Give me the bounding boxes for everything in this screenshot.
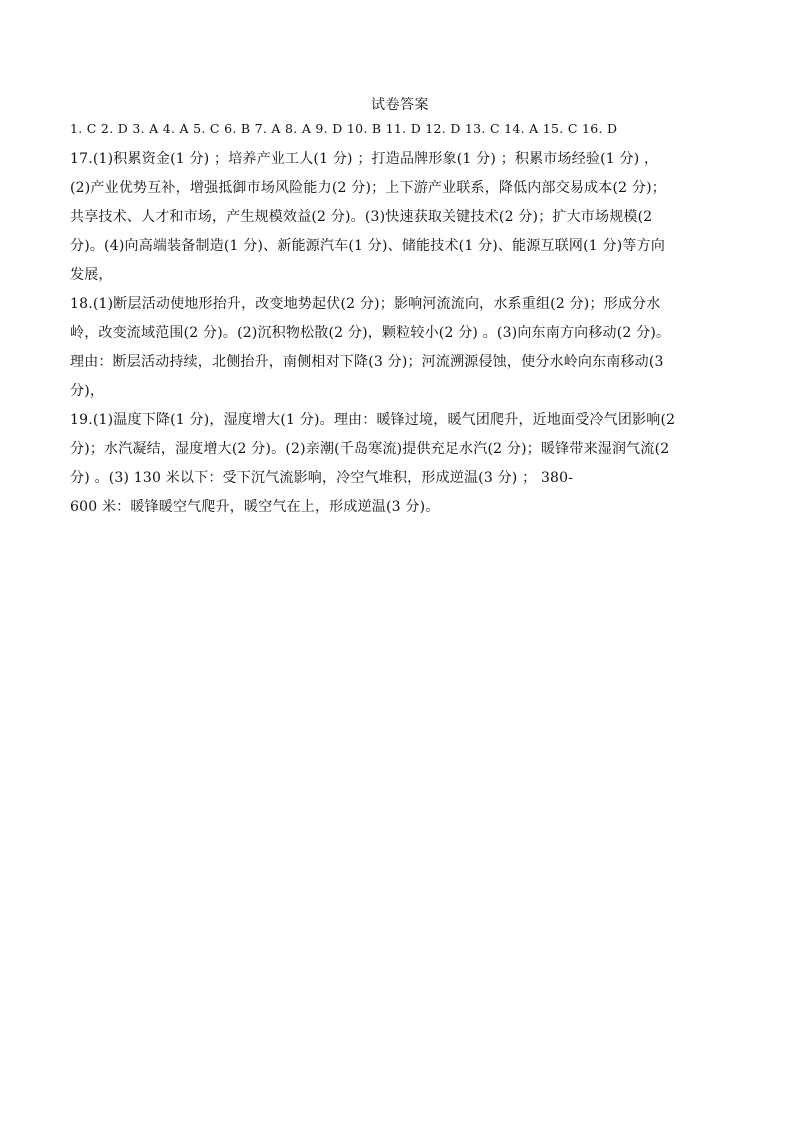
page-title: 试卷答案 [371, 97, 429, 113]
choice-answers-line: 1. C 2. D 3. A 4. A 5. C 6. B 7. A 8. A 9. D 10. B 11. D 12. D 13. C 14. A 15. C 16. D [70, 121, 618, 136]
answer-19-block [70, 406, 730, 522]
answer-19-line: 19.(1)温度下降(1 分)，湿度增大(1 分)。理由：暖锋过境，暖气团爬升，近地面受冷气团影响(2 [70, 412, 676, 428]
answer-18-block [70, 290, 730, 406]
answer-17-line: (2)产业优势互补，增强抵御市场风险能力(2 分)；上下游产业联系，降低内部交易成本(2 分)； [70, 180, 666, 196]
answer-18-line: 18.(1)断层活动使地形抬升，改变地势起伏(2 分)；影响河流流向，水系重组(2 分)；形成分水 [70, 296, 661, 312]
answer-17-line: 发展， [70, 267, 113, 283]
answer-17-line: 共享技术、人才和市场，产生规模效益(2 分)。(3)快速获取关键技术(2 分)；扩大市场规模(2 [70, 209, 653, 225]
answer-19-line: 分)；水汽凝结，湿度增大(2 分)。(2)亲潮(千岛寒流)提供充足水汽(2 分)；暖锋带来湿润气流(2 [70, 441, 670, 457]
answer-17-block [70, 145, 730, 290]
answer-sheet-page [70, 94, 730, 522]
answer-17-line: 分)。(4)向高端装备制造(1 分)、新能源汽车(1 分)、储能技术(1 分)、能源互联网(1 分)等方向 [70, 238, 666, 254]
answer-18-line: 分)， [70, 383, 105, 399]
answer-17-line: 17.(1)积累资金(1 分) ；培养产业工人(1 分) ；打造品牌形象(1 分) ；积累市场经验(1 分) ， [70, 151, 659, 167]
answer-18-line: 岭，改变流域范围(2 分)。(2)沉积物松散(2 分)，颗粒较小(2 分) 。(3)向东南方向移动(2 分)。 [70, 325, 671, 341]
answer-19-line: 分) 。(3) 130 米以下：受下沉气流影响，冷空气堆积，形成逆温(3 分) ； 380- [70, 470, 574, 486]
answer-18-line: 理由：断层活动持续，北侧抬升，南侧相对下降(3 分)；河流溯源侵蚀，使分水岭向东南移动(3 [70, 354, 664, 370]
answer-19-line: 600 米：暖锋暖空气爬升，暖空气在上，形成逆温(3 分)。 [70, 499, 440, 515]
